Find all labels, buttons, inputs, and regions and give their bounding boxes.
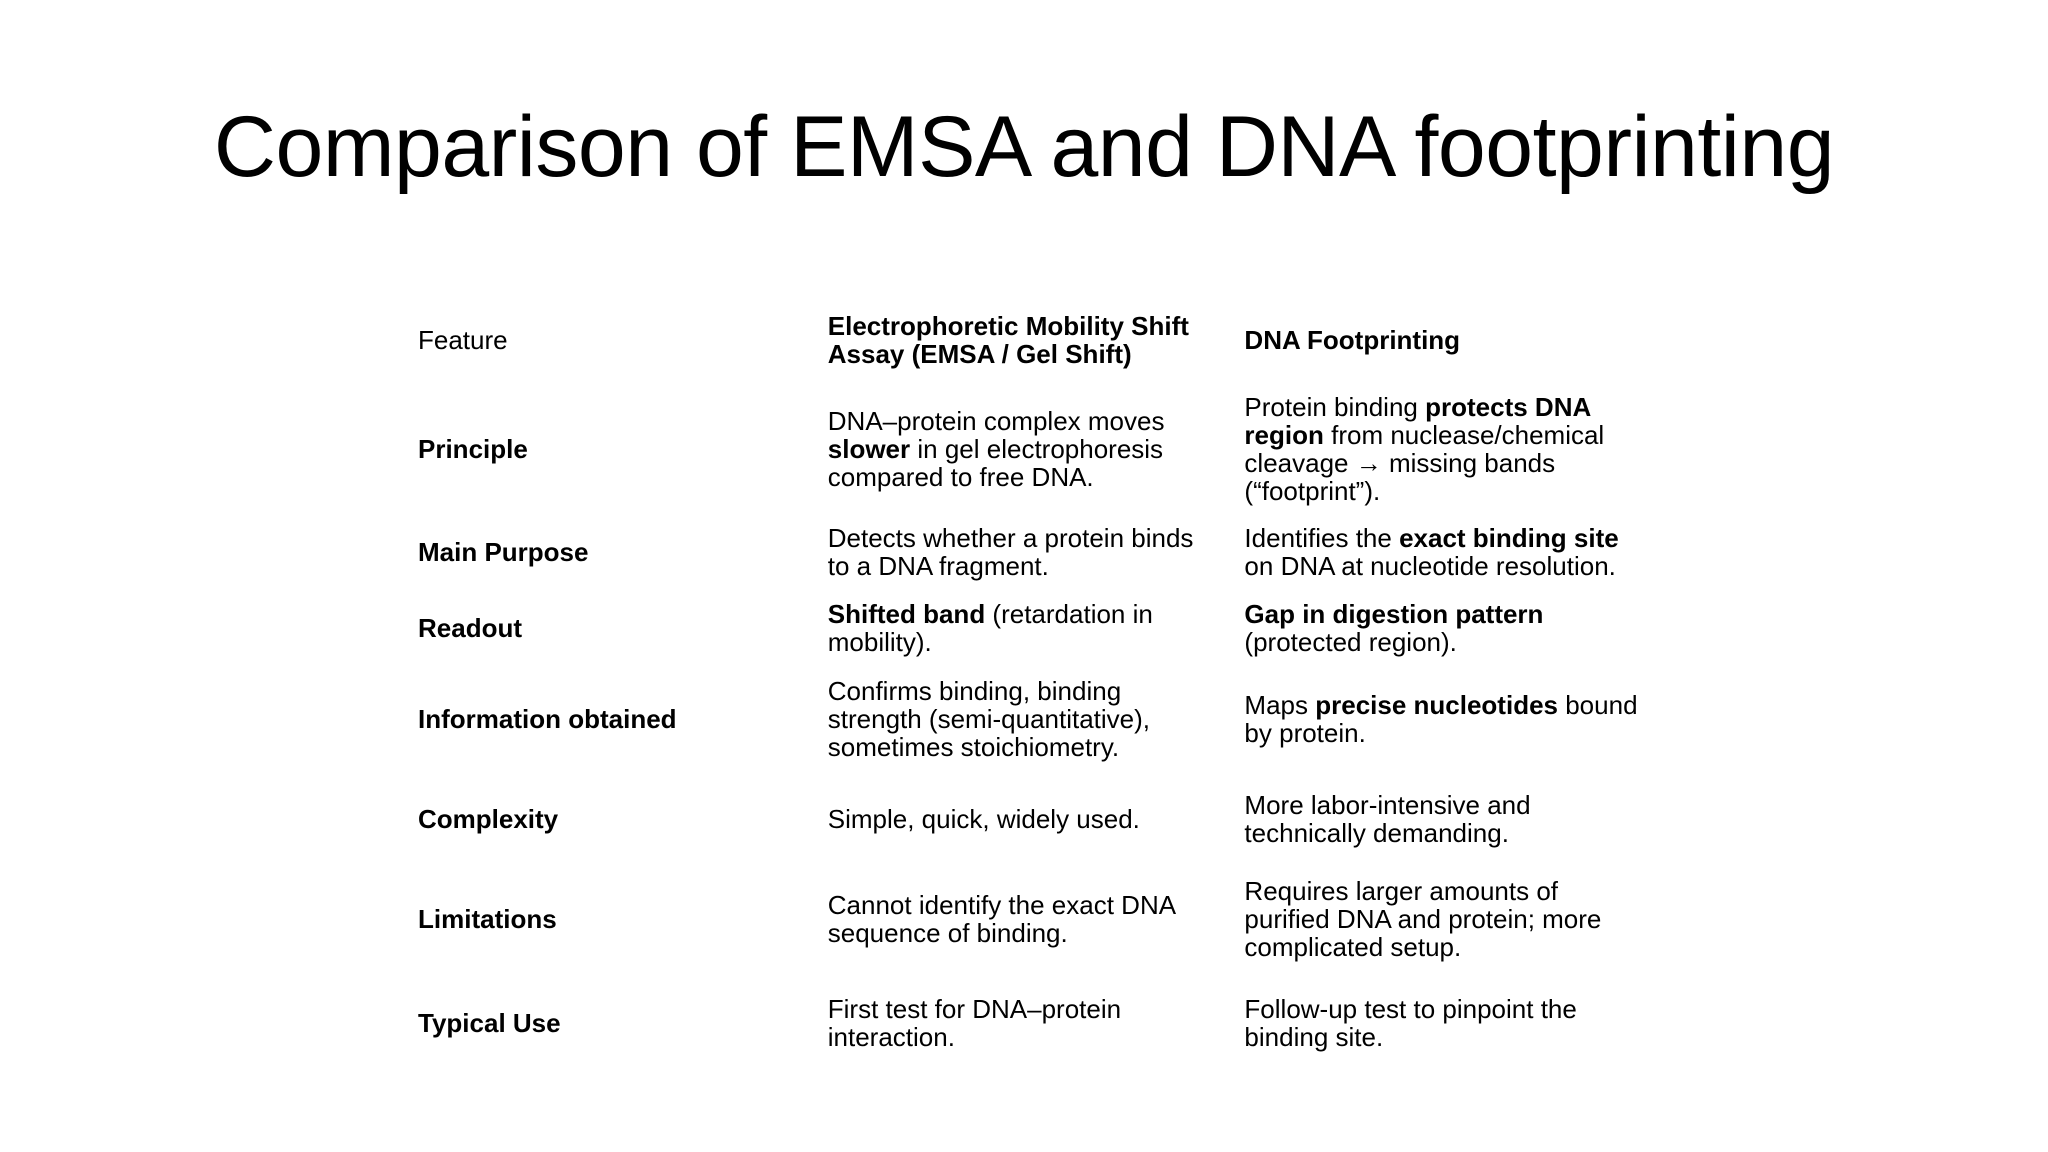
table-row-limitations bbox=[404, 866, 1659, 972]
table-row-principle bbox=[404, 384, 1659, 514]
cell-text: Requires larger amounts of purified DNA and protein; more complicated setup. bbox=[1244, 876, 1602, 962]
footprinting-cell bbox=[1230, 514, 1659, 590]
cell-text: from nuclease/chemical cleavage → missing bands (“footprint”). bbox=[1244, 420, 1605, 506]
row-label: Readout bbox=[418, 613, 522, 643]
cell-emphasis: protects DNA region bbox=[1244, 392, 1591, 450]
table-row-information-obtained bbox=[404, 666, 1659, 772]
cell-emphasis: slower bbox=[827, 434, 911, 464]
cell-text: (protected region). bbox=[1244, 627, 1457, 657]
footprinting-cell bbox=[1230, 772, 1659, 866]
row-label: Main Purpose bbox=[418, 537, 589, 567]
cell-emphasis: exact binding site bbox=[1399, 523, 1619, 553]
cell-emphasis: Gap in digestion pattern bbox=[1244, 599, 1544, 629]
emsa-cell bbox=[814, 772, 1231, 866]
emsa-cell bbox=[814, 514, 1231, 590]
emsa-cell bbox=[814, 866, 1231, 972]
cell-emphasis: precise nucleotides bbox=[1315, 690, 1558, 720]
cell-text: on DNA at nucleotide resolution. bbox=[1244, 551, 1616, 581]
row-label: Principle bbox=[418, 434, 528, 464]
cell-text: (retardation in mobility). bbox=[827, 599, 1153, 657]
footprinting-cell bbox=[1230, 972, 1659, 1074]
table-row-main-purpose bbox=[404, 514, 1659, 590]
cell-emphasis: Shifted band bbox=[827, 599, 986, 629]
footprinting-cell bbox=[1230, 590, 1659, 666]
row-label: Limitations bbox=[418, 904, 557, 934]
table-header-row bbox=[404, 296, 1659, 384]
cell-text: Follow-up test to pinpoint the binding site. bbox=[1244, 994, 1577, 1052]
cell-text: in gel electrophoresis compared to free DNA. bbox=[827, 434, 1164, 492]
header-footprinting: DNA Footprinting bbox=[1244, 325, 1461, 355]
cell-text: Cannot identify the exact DNA sequence of binding. bbox=[827, 890, 1175, 948]
emsa-cell bbox=[814, 590, 1231, 666]
table-row-typical-use bbox=[404, 972, 1659, 1074]
cell-text: Maps bbox=[1244, 690, 1316, 720]
emsa-cell bbox=[814, 972, 1231, 1074]
cell-text: Simple, quick, widely used. bbox=[827, 804, 1140, 834]
cell-text: DNA–protein complex moves bbox=[827, 406, 1165, 436]
footprinting-cell bbox=[1230, 384, 1659, 514]
emsa-cell bbox=[814, 384, 1231, 514]
footprinting-cell bbox=[1230, 666, 1659, 772]
table-row-complexity bbox=[404, 772, 1659, 866]
emsa-cell bbox=[814, 666, 1231, 772]
row-label: Complexity bbox=[418, 804, 559, 834]
cell-text: Detects whether a protein binds to a DNA fragment. bbox=[827, 523, 1194, 581]
comparison-table bbox=[404, 296, 1659, 1074]
table-row-readout bbox=[404, 590, 1659, 666]
slide-title: Comparison of EMSA and DNA footprinting bbox=[213, 99, 1835, 195]
cell-text: bound by protein. bbox=[1244, 690, 1638, 748]
row-label: Typical Use bbox=[418, 1008, 561, 1038]
header-emsa: Electrophoretic Mobility Shift Assay (EMSA / Gel Shift) bbox=[827, 311, 1189, 369]
cell-text: Confirms binding, binding strength (semi-quantitative), sometimes stoichiometry. bbox=[827, 676, 1151, 762]
cell-text: First test for DNA–protein interaction. bbox=[827, 994, 1122, 1052]
cell-text: Protein binding bbox=[1244, 392, 1426, 422]
header-feature: Feature bbox=[418, 325, 508, 355]
cell-text: Identifies the bbox=[1244, 523, 1400, 553]
row-label: Information obtained bbox=[418, 704, 677, 734]
cell-text: More labor-intensive and technically demanding. bbox=[1244, 790, 1531, 848]
footprinting-cell bbox=[1230, 866, 1659, 972]
